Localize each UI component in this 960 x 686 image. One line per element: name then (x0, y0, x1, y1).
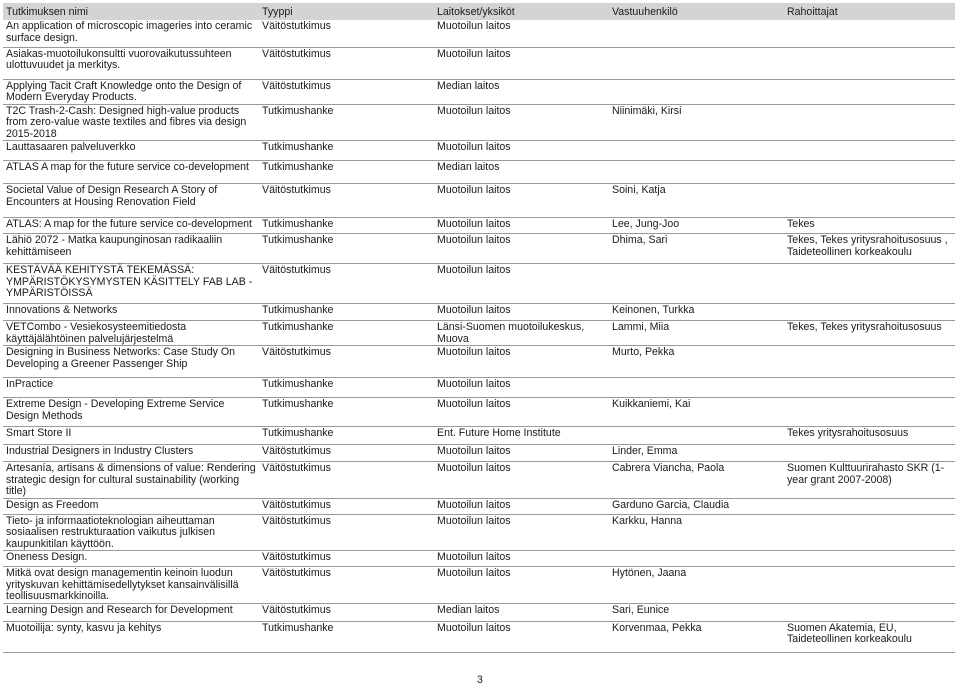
research-table (3, 3, 955, 653)
cell-title: Artesanía, artisans & dimensions of value: Rendering strategic design for cultural sustainability (working title) (3, 462, 259, 499)
cell-funders (784, 104, 955, 141)
table-row (3, 462, 955, 499)
cell-type: Väitöstutkimus (259, 603, 434, 621)
cell-type: Tutkimushanke (259, 621, 434, 652)
cell-funders (784, 498, 955, 514)
cell-title: Lähiö 2072 - Matka kaupunginosan radikaaliin kehittämiseen (3, 234, 259, 264)
cell-type: Väitöstutkimus (259, 47, 434, 79)
cell-title: Industrial Designers in Industry Clusters (3, 445, 259, 462)
cell-type: Väitöstutkimus (259, 79, 434, 104)
cell-title: Designing in Business Networks: Case Study On Developing a Greener Passenger Ship (3, 346, 259, 378)
cell-title: Applying Tacit Craft Knowledge onto the Design of Modern Everyday Products. (3, 79, 259, 104)
cell-responsible (609, 20, 784, 47)
cell-type: Väitöstutkimus (259, 20, 434, 47)
cell-funders (784, 141, 955, 161)
cell-department: Länsi-Suomen muotoilukeskus, Muova (434, 321, 609, 346)
cell-responsible: Soini, Katja (609, 184, 784, 218)
cell-funders (784, 79, 955, 104)
cell-funders (784, 398, 955, 427)
cell-type: Väitöstutkimus (259, 445, 434, 462)
cell-funders (784, 264, 955, 304)
cell-responsible: Lee, Jung-Joo (609, 218, 784, 234)
cell-responsible: Keinonen, Turkka (609, 304, 784, 321)
cell-responsible (609, 551, 784, 567)
cell-funders: Suomen Kulttuurirahasto SKR (1-year grant 2007-2008) (784, 462, 955, 499)
column-header-title: Tutkimuksen nimi (3, 3, 259, 20)
table-row (3, 234, 955, 264)
cell-responsible (609, 161, 784, 184)
table-row (3, 427, 955, 445)
cell-department: Muotoilun laitos (434, 304, 609, 321)
cell-funders (784, 304, 955, 321)
cell-title: InPractice (3, 378, 259, 398)
cell-title: Tieto- ja informaatioteknologian aiheuttaman sosiaalisen restrukturaation vaikutus julkisen kaupunkitilan käyttöön. (3, 514, 259, 551)
cell-title: Asiakas-muotoilukonsultti vuorovaikutussuhteen ulottuvuudet ja merkitys. (3, 47, 259, 79)
cell-department: Ent. Future Home Institute (434, 427, 609, 445)
cell-responsible: Sari, Eunice (609, 603, 784, 621)
cell-department: Muotoilun laitos (434, 47, 609, 79)
table-row (3, 621, 955, 652)
cell-type: Tutkimushanke (259, 304, 434, 321)
cell-type: Tutkimushanke (259, 141, 434, 161)
cell-funders (784, 551, 955, 567)
cell-title: Design as Freedom (3, 498, 259, 514)
cell-responsible: Korvenmaa, Pekka (609, 621, 784, 652)
cell-department: Muotoilun laitos (434, 378, 609, 398)
cell-type: Väitöstutkimus (259, 184, 434, 218)
column-header-responsible: Vastuuhenkilö (609, 3, 784, 20)
cell-type: Tutkimushanke (259, 427, 434, 445)
cell-title: ATLAS: A map for the future service co-development (3, 218, 259, 234)
cell-responsible (609, 79, 784, 104)
cell-title: Smart Store II (3, 427, 259, 445)
column-header-type: Tyyppi (259, 3, 434, 20)
cell-department: Muotoilun laitos (434, 551, 609, 567)
cell-type: Tutkimushanke (259, 218, 434, 234)
cell-type: Väitöstutkimus (259, 567, 434, 604)
cell-title: Societal Value of Design Research A Story of Encounters at Housing Renovation Field (3, 184, 259, 218)
cell-department: Muotoilun laitos (434, 20, 609, 47)
cell-title: Oneness Design. (3, 551, 259, 567)
cell-title: ATLAS A map for the future service co-development (3, 161, 259, 184)
cell-type: Väitöstutkimus (259, 462, 434, 499)
table-row (3, 321, 955, 346)
cell-department: Muotoilun laitos (434, 398, 609, 427)
cell-department: Muotoilun laitos (434, 462, 609, 499)
cell-department: Muotoilun laitos (434, 621, 609, 652)
cell-responsible (609, 47, 784, 79)
cell-responsible: Lammi, Miia (609, 321, 784, 346)
cell-funders: Tekes, Tekes yritysrahoitusosuus , Taideteollinen korkeakoulu (784, 234, 955, 264)
cell-responsible: Murto, Pekka (609, 346, 784, 378)
cell-funders (784, 514, 955, 551)
cell-funders (784, 184, 955, 218)
cell-title: Extreme Design - Developing Extreme Service Design Methods (3, 398, 259, 427)
cell-type: Tutkimushanke (259, 398, 434, 427)
cell-type: Väitöstutkimus (259, 346, 434, 378)
cell-responsible: Garduno Garcia, Claudia (609, 498, 784, 514)
cell-type: Tutkimushanke (259, 378, 434, 398)
cell-funders (784, 161, 955, 184)
cell-title: T2C Trash-2-Cash: Designed high-value products from zero-value waste textiles and fibres via design 2015-2018 (3, 104, 259, 141)
table-row (3, 498, 955, 514)
cell-type: Väitöstutkimus (259, 498, 434, 514)
table-row (3, 184, 955, 218)
cell-responsible: Hytönen, Jaana (609, 567, 784, 604)
table-row (3, 104, 955, 141)
cell-department: Muotoilun laitos (434, 184, 609, 218)
cell-title: Lauttasaaren palveluverkko (3, 141, 259, 161)
table-row (3, 161, 955, 184)
cell-title: Innovations & Networks (3, 304, 259, 321)
table-row (3, 141, 955, 161)
table-row (3, 218, 955, 234)
cell-type: Tutkimushanke (259, 234, 434, 264)
cell-department: Muotoilun laitos (434, 346, 609, 378)
cell-funders (784, 567, 955, 604)
page-number: 3 (477, 674, 483, 686)
cell-funders (784, 20, 955, 47)
table-row (3, 551, 955, 567)
cell-title: KESTÄVÄÄ KEHITYSTÄ TEKEMÄSSÄ: YMPÄRISTÖKYSYMYSTEN KÄSITTELY FAB LAB -YMPÄRISTÖISSÄ (3, 264, 259, 304)
table-row (3, 264, 955, 304)
cell-funders (784, 378, 955, 398)
column-header-funders: Rahoittajat (784, 3, 955, 20)
cell-funders: Suomen Akatemia, EU, Taideteollinen korkeakoulu (784, 621, 955, 652)
table-row (3, 514, 955, 551)
cell-funders (784, 603, 955, 621)
cell-responsible (609, 264, 784, 304)
cell-type: Tutkimushanke (259, 104, 434, 141)
cell-type: Väitöstutkimus (259, 264, 434, 304)
cell-funders: Tekes yritysrahoitusosuus (784, 427, 955, 445)
table-row (3, 398, 955, 427)
cell-responsible (609, 378, 784, 398)
table-row (3, 378, 955, 398)
cell-responsible: Dhima, Sari (609, 234, 784, 264)
table-row (3, 567, 955, 604)
cell-title: VETCombo - Vesiekosysteemitiedosta käyttäjälähtöinen palvelujärjestelmä (3, 321, 259, 346)
column-header-department: Laitokset/yksiköt (434, 3, 609, 20)
cell-responsible (609, 141, 784, 161)
cell-responsible: Niinimäki, Kirsi (609, 104, 784, 141)
cell-department: Muotoilun laitos (434, 104, 609, 141)
cell-funders: Tekes (784, 218, 955, 234)
cell-type: Tutkimushanke (259, 161, 434, 184)
cell-department: Median laitos (434, 603, 609, 621)
cell-department: Muotoilun laitos (434, 514, 609, 551)
cell-title: Mitkä ovat design managementin keinoin luodun yrityskuvan kehittämisedellytykset kansainvälisillä teollisuusmarkkinoilla. (3, 567, 259, 604)
cell-funders (784, 346, 955, 378)
cell-type: Tutkimushanke (259, 321, 434, 346)
table-row (3, 445, 955, 462)
cell-department: Muotoilun laitos (434, 141, 609, 161)
cell-department: Muotoilun laitos (434, 264, 609, 304)
cell-responsible: Karkku, Hanna (609, 514, 784, 551)
cell-department: Muotoilun laitos (434, 218, 609, 234)
cell-funders: Tekes, Tekes yritysrahoitusosuus (784, 321, 955, 346)
cell-department: Muotoilun laitos (434, 498, 609, 514)
table-row (3, 47, 955, 79)
cell-funders (784, 47, 955, 79)
cell-type: Väitöstutkimus (259, 514, 434, 551)
cell-department: Median laitos (434, 79, 609, 104)
cell-department: Muotoilun laitos (434, 567, 609, 604)
cell-responsible: Linder, Emma (609, 445, 784, 462)
table-row (3, 304, 955, 321)
cell-type: Väitöstutkimus (259, 551, 434, 567)
table-row (3, 20, 955, 47)
cell-department: Median laitos (434, 161, 609, 184)
cell-responsible: Kuikkaniemi, Kai (609, 398, 784, 427)
cell-title: Learning Design and Research for Development (3, 603, 259, 621)
cell-responsible: Cabrera Viancha, Paola (609, 462, 784, 499)
cell-responsible (609, 427, 784, 445)
header-row (3, 3, 955, 20)
cell-department: Muotoilun laitos (434, 234, 609, 264)
cell-department: Muotoilun laitos (434, 445, 609, 462)
cell-title: An application of microscopic imageries into ceramic surface design. (3, 20, 259, 47)
cell-title: Muotoilija: synty, kasvu ja kehitys (3, 621, 259, 652)
table-row (3, 346, 955, 378)
table-row (3, 603, 955, 621)
cell-funders (784, 445, 955, 462)
table-row (3, 79, 955, 104)
